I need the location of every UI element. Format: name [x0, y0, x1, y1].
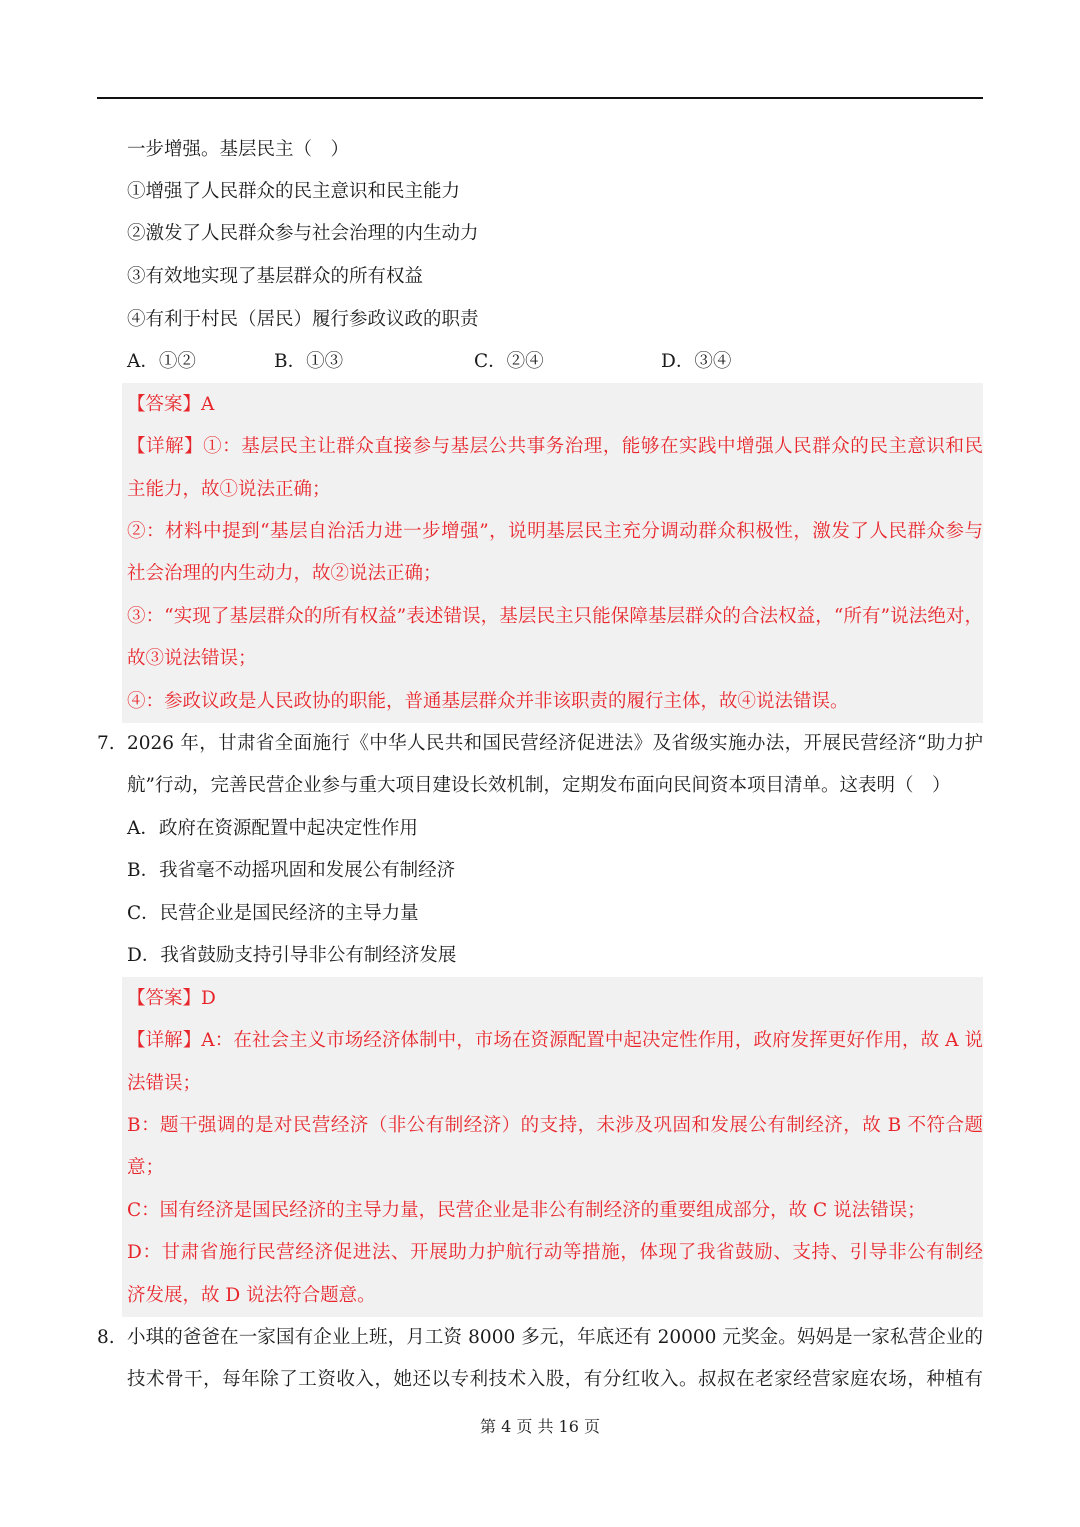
q7-explain-7: 济发展，故 D 说法符合题意。 [127, 1285, 376, 1306]
q7-stem-1: 2026 年，甘肃省全面施行《中华人民共和国民营经济促进法》及省级实施办法，开展民营经济“助力护 [127, 733, 983, 754]
q7-option-a: A．政府在资源配置中起决定性作用 [127, 818, 418, 839]
q7-option-d: D．我省鼓励支持引导非公有制经济发展 [127, 945, 457, 966]
q7-number: 7. [97, 733, 115, 754]
q7-option-c: C．民营企业是国民经济的主导力量 [127, 903, 419, 924]
q8-stem-1: 小琪的爸爸在一家国有企业上班，月工资 8000 多元，年底还有 20000 元奖金。妈妈是一家私营企业的 [127, 1327, 983, 1348]
q6-options [127, 349, 983, 375]
q6-explain-5: ③：“实现了基层群众的所有权益”表述错误，基层民主只能保障基层群众的合法权益，“所有”说法绝对， [127, 606, 983, 627]
q6-explain-6: 故③说法错误； [127, 648, 257, 669]
q8-stem-2: 技术骨干，每年除了工资收入，她还以专利技术入股，有分红收入。叔叔在老家经营家庭农场，种植有 [127, 1369, 983, 1390]
q6-option-c: C．②④ [474, 351, 544, 372]
q7-explain-6: D：甘肃省施行民营经济促进法、开展助力护航行动等措施，体现了我省鼓励、支持、引导非公有制经 [127, 1242, 983, 1263]
q6-explain-7: ④：参政议政是人民政协的职能，普通基层群众并非该职责的履行主体，故④说法错误。 [127, 691, 849, 712]
q8-number: 8. [97, 1327, 115, 1348]
q7-explain-5: C：国有经济是国民经济的主导力量，民营企业是非公有制经济的重要组成部分，故 C 说法错误； [127, 1200, 926, 1221]
q6-answer: 【答案】A [127, 394, 215, 415]
header-rule [97, 97, 983, 99]
q6-option-d: D．③④ [661, 351, 732, 372]
q6-option-b: B．①③ [274, 351, 344, 372]
q7-explain-3: B：题干强调的是对民营经济（非公有制经济）的支持，未涉及巩固和发展公有制经济，故 B 不符合题 [127, 1115, 983, 1136]
q6-item-2: ②激发了人民群众参与社会治理的内生动力 [127, 223, 479, 244]
q7-stem-2: 航”行动，完善民营企业参与重大项目建设长效机制，定期发布面向民间资本项目清单。这表明（ ） [127, 775, 951, 796]
page-footer: 第 4 页 共 16 页 [480, 1417, 600, 1436]
q7-explain-1: 【详解】A：在社会主义市场经济体制中，市场在资源配置中起决定性作用，政府发挥更好作用，故 A 说 [127, 1030, 983, 1051]
q6-explain-2: 主能力，故①说法正确； [127, 479, 331, 500]
q6-explain-4: 社会治理的内生动力，故②说法正确； [127, 563, 442, 584]
q6-item-4: ④有利于村民（居民）履行参政议政的职责 [127, 309, 479, 330]
q6-explain-3: ②：材料中提到“基层自治活力进一步增强”，说明基层民主充分调动群众积极性，激发了人民群众参与 [127, 521, 983, 542]
q7-explain-4: 意； [127, 1157, 165, 1178]
q6-stem-tail: 一步增强。基层民主（ ） [127, 139, 350, 160]
q7-explain-2: 法错误； [127, 1073, 202, 1094]
q6-explain-1: 【详解】①：基层民主让群众直接参与基层公共事务治理，能够在实践中增强人民群众的民主意识和民 [127, 436, 983, 457]
q6-option-a: A．①② [127, 351, 196, 372]
q6-item-3: ③有效地实现了基层群众的所有权益 [127, 266, 424, 287]
q7-option-b: B．我省毫不动摇巩固和发展公有制经济 [127, 860, 456, 881]
q6-item-1: ①增强了人民群众的民主意识和民主能力 [127, 181, 461, 202]
q7-answer: 【答案】D [127, 988, 216, 1009]
